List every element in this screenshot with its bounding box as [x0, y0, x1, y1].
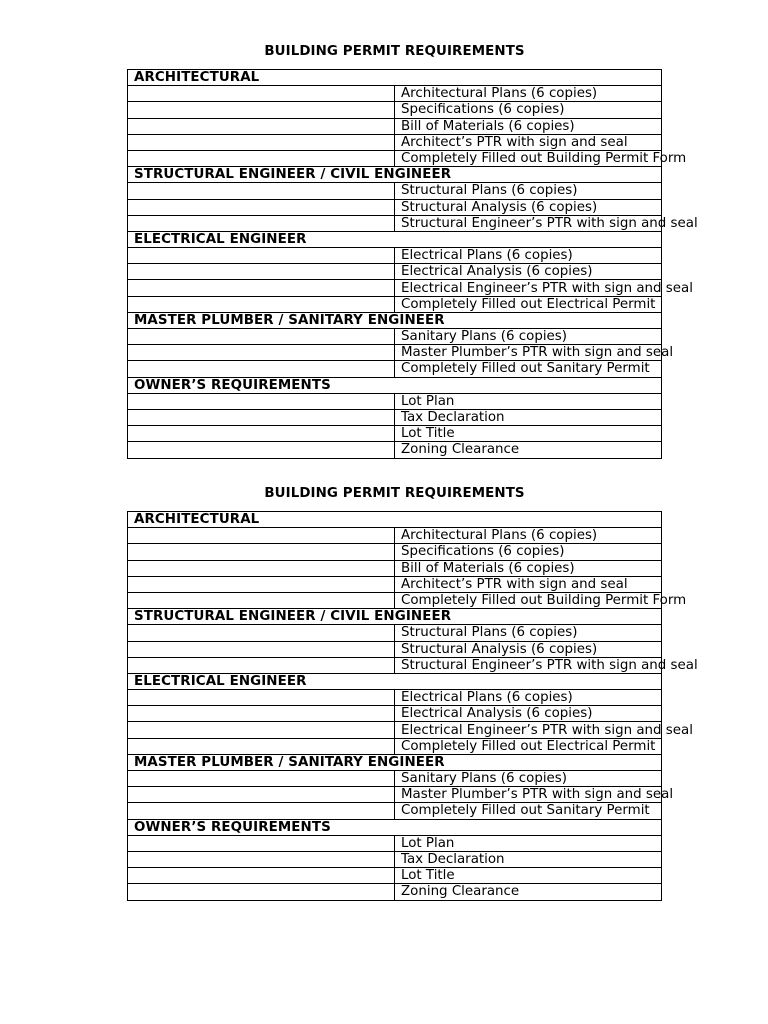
table-row: [128, 690, 662, 706]
table-row: [128, 183, 662, 199]
check-cell: [128, 771, 395, 787]
item-label: Sanitary Plans (6 copies): [395, 329, 662, 345]
item-label: Master Plumber’s PTR with sign and seal: [395, 787, 662, 803]
check-cell: [128, 835, 395, 851]
check-cell: [128, 722, 395, 738]
item-label: Completely Filled out Building Permit Form: [395, 150, 662, 166]
check-cell: [128, 118, 395, 134]
item-label: Bill of Materials (6 copies): [395, 560, 662, 576]
check-cell: [128, 393, 395, 409]
check-cell: [128, 296, 395, 312]
check-cell: [128, 851, 395, 867]
check-cell: [128, 150, 395, 166]
item-label: Electrical Plans (6 copies): [395, 248, 662, 264]
check-cell: [128, 361, 395, 377]
check-cell: [128, 576, 395, 592]
section-heading: ARCHITECTURAL: [128, 70, 662, 86]
section-row-electrical: [128, 231, 662, 247]
requirements-block-1: [127, 43, 698, 459]
item-label: Lot Plan: [395, 393, 662, 409]
section-heading: ELECTRICAL ENGINEER: [128, 231, 662, 247]
table-row: [128, 576, 662, 592]
section-row-electrical: [128, 673, 662, 689]
check-cell: [128, 345, 395, 361]
section-row-structural: [128, 167, 662, 183]
check-cell: [128, 264, 395, 280]
table-row: [128, 134, 662, 150]
item-label: Architectural Plans (6 copies): [395, 528, 662, 544]
table-row: [128, 361, 662, 377]
check-cell: [128, 134, 395, 150]
table-row: [128, 426, 662, 442]
item-label: Lot Title: [395, 868, 662, 884]
check-cell: [128, 787, 395, 803]
item-label: Structural Plans (6 copies): [395, 183, 662, 199]
check-cell: [128, 199, 395, 215]
item-label: Specifications (6 copies): [395, 102, 662, 118]
check-cell: [128, 215, 395, 231]
item-label: Tax Declaration: [395, 851, 662, 867]
table-row: [128, 884, 662, 900]
table-row: [128, 199, 662, 215]
section-row-plumbing: [128, 754, 662, 770]
item-label: Architect’s PTR with sign and seal: [395, 576, 662, 592]
table-row: [128, 771, 662, 787]
table-row: [128, 296, 662, 312]
check-cell: [128, 690, 395, 706]
check-cell: [128, 442, 395, 458]
item-label: Structural Analysis (6 copies): [395, 199, 662, 215]
table-row: [128, 851, 662, 867]
requirements-table: [127, 69, 698, 459]
check-cell: [128, 803, 395, 819]
item-label: Structural Engineer’s PTR with sign and seal: [395, 215, 662, 231]
item-label: Electrical Plans (6 copies): [395, 690, 662, 706]
item-label: Lot Title: [395, 426, 662, 442]
table-row: [128, 345, 662, 361]
table-row: [128, 329, 662, 345]
check-cell: [128, 544, 395, 560]
item-label: Zoning Clearance: [395, 884, 662, 900]
table-row: [128, 118, 662, 134]
table-row: [128, 280, 662, 296]
check-cell: [128, 738, 395, 754]
item-label: Lot Plan: [395, 835, 662, 851]
section-heading: MASTER PLUMBER / SANITARY ENGINEER: [128, 312, 662, 328]
item-label: Completely Filled out Sanitary Permit: [395, 803, 662, 819]
item-label: Architectural Plans (6 copies): [395, 86, 662, 102]
section-row-architectural: [128, 70, 662, 86]
item-label: Structural Engineer’s PTR with sign and seal: [395, 657, 662, 673]
check-cell: [128, 86, 395, 102]
check-cell: [128, 657, 395, 673]
item-label: Master Plumber’s PTR with sign and seal: [395, 345, 662, 361]
item-label: Specifications (6 copies): [395, 544, 662, 560]
item-label: Completely Filled out Electrical Permit: [395, 296, 662, 312]
item-label: Structural Analysis (6 copies): [395, 641, 662, 657]
item-label: Architect’s PTR with sign and seal: [395, 134, 662, 150]
table-row: [128, 722, 662, 738]
table-row: [128, 592, 662, 608]
table-row: [128, 868, 662, 884]
document-title: BUILDING PERMIT REQUIREMENTS: [264, 486, 525, 501]
item-label: Sanitary Plans (6 copies): [395, 771, 662, 787]
table-row: [128, 264, 662, 280]
check-cell: [128, 248, 395, 264]
item-label: Structural Plans (6 copies): [395, 625, 662, 641]
check-cell: [128, 592, 395, 608]
item-label: Zoning Clearance: [395, 442, 662, 458]
table-row: [128, 625, 662, 641]
table-row: [128, 706, 662, 722]
table-row: [128, 248, 662, 264]
section-row-owner: [128, 377, 662, 393]
item-label: Completely Filled out Electrical Permit: [395, 738, 662, 754]
check-cell: [128, 706, 395, 722]
table-row: [128, 102, 662, 118]
table-row: [128, 393, 662, 409]
section-heading: STRUCTURAL ENGINEER / CIVIL ENGINEER: [128, 167, 662, 183]
requirements-block-2: [127, 485, 698, 901]
table-row: [128, 442, 662, 458]
section-row-architectural: [128, 512, 662, 528]
item-label: Completely Filled out Building Permit Form: [395, 592, 662, 608]
section-heading: ELECTRICAL ENGINEER: [128, 673, 662, 689]
table-row: [128, 560, 662, 576]
check-cell: [128, 102, 395, 118]
check-cell: [128, 528, 395, 544]
requirements-table: [127, 511, 698, 901]
item-label: Electrical Engineer’s PTR with sign and seal: [395, 722, 662, 738]
table-row: [128, 803, 662, 819]
check-cell: [128, 426, 395, 442]
section-row-owner: [128, 819, 662, 835]
check-cell: [128, 641, 395, 657]
item-label: Bill of Materials (6 copies): [395, 118, 662, 134]
table-row: [128, 641, 662, 657]
section-heading: ARCHITECTURAL: [128, 512, 662, 528]
table-row: [128, 657, 662, 673]
check-cell: [128, 884, 395, 900]
check-cell: [128, 868, 395, 884]
check-cell: [128, 183, 395, 199]
table-row: [128, 835, 662, 851]
section-heading: MASTER PLUMBER / SANITARY ENGINEER: [128, 754, 662, 770]
section-heading: OWNER’S REQUIREMENTS: [128, 377, 662, 393]
item-label: Electrical Analysis (6 copies): [395, 264, 662, 280]
table-row: [128, 86, 662, 102]
table-row: [128, 150, 662, 166]
check-cell: [128, 560, 395, 576]
table-row: [128, 738, 662, 754]
section-row-structural: [128, 609, 662, 625]
table-row: [128, 528, 662, 544]
check-cell: [128, 329, 395, 345]
section-row-plumbing: [128, 312, 662, 328]
table-row: [128, 409, 662, 425]
check-cell: [128, 625, 395, 641]
item-label: Completely Filled out Sanitary Permit: [395, 361, 662, 377]
check-cell: [128, 280, 395, 296]
item-label: Electrical Engineer’s PTR with sign and seal: [395, 280, 662, 296]
section-heading: STRUCTURAL ENGINEER / CIVIL ENGINEER: [128, 609, 662, 625]
table-row: [128, 544, 662, 560]
check-cell: [128, 409, 395, 425]
table-row: [128, 787, 662, 803]
table-row: [128, 215, 662, 231]
section-heading: OWNER’S REQUIREMENTS: [128, 819, 662, 835]
item-label: Electrical Analysis (6 copies): [395, 706, 662, 722]
document-title: BUILDING PERMIT REQUIREMENTS: [264, 44, 525, 59]
item-label: Tax Declaration: [395, 409, 662, 425]
